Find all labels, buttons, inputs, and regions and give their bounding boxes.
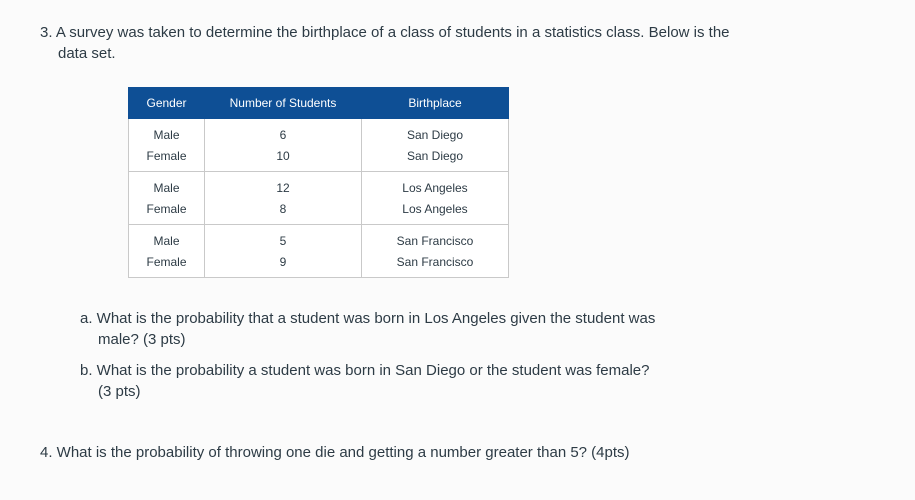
gender-value: Female [146,255,187,269]
birthplace-value: San Francisco [396,255,474,269]
gender-value: Female [146,202,187,216]
count-value: 6 [279,128,287,142]
count-value: 12 [276,181,290,195]
count-value: 10 [276,149,290,163]
count-value: 5 [279,234,287,248]
birthplace-value: San Francisco [396,234,474,248]
birthplace-cell [362,172,509,225]
gender-value: Male [153,128,180,142]
question-3a [80,308,720,350]
gender-value: Male [153,234,180,248]
count-cell [205,119,362,172]
birthplace-cell [362,225,509,278]
table-row [129,119,509,172]
table-row [129,225,509,278]
header-number-of-students: Number of Students [205,88,362,119]
gender-cell [129,225,205,278]
birthplace-value: San Diego [406,149,464,163]
header-birthplace: Birthplace [362,88,509,119]
question-3a-line-2: male? (3 pts) [98,331,186,348]
question-3-line-1: 3. A survey was taken to determine the birthplace of a class of students in a statistics class. Below is the [40,24,730,41]
gender-value: Female [146,149,187,163]
count-value: 8 [279,202,287,216]
birthplace-value: San Diego [406,128,464,142]
gender-cell [129,119,205,172]
question-3 [40,22,800,64]
question-3b-line-1: b. What is the probability a student was born in San Diego or the student was female? [80,362,650,379]
birthplace-value: Los Angeles [402,181,468,195]
table-header-row [129,88,509,119]
question-3a-line-1: a. What is the probability that a student was born in Los Angeles given the student was [80,310,656,327]
birthplace-cell [362,119,509,172]
question-3b [80,360,720,402]
sub-questions [80,308,720,412]
table-row [129,172,509,225]
count-cell [205,172,362,225]
question-4: 4. What is the probability of throwing one die and getting a number greater than 5? (4pts) [40,444,630,461]
birthplace-value: Los Angeles [402,202,468,216]
header-gender: Gender [129,88,205,119]
gender-value: Male [153,181,180,195]
gender-cell [129,172,205,225]
count-value: 9 [279,255,287,269]
data-table [128,87,509,278]
count-cell [205,225,362,278]
question-3b-line-2: (3 pts) [98,383,141,400]
question-3-line-2: data set. [58,45,116,62]
